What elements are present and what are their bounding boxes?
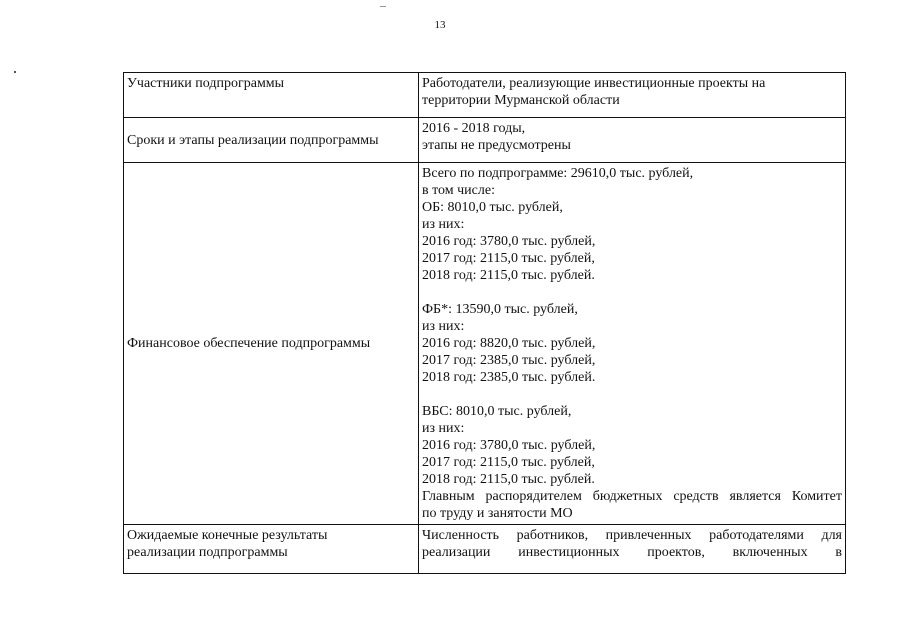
value-line: реализации инвестиционных проектов, включенных в [422,545,842,560]
value-line: Работодатели, реализующие инвестиционные проекты на [422,76,766,91]
row-label [124,118,419,163]
row-label [124,525,419,574]
table-row [124,73,846,118]
spacer [422,284,842,301]
row-label-text: реализации подпрограммы [127,545,288,560]
funding-intro: в том числе: [422,183,495,198]
value-line: Численность работников, привлеченных работодателями для [422,528,842,543]
value-line: территории Мурманской области [422,93,620,108]
table-row [124,163,846,525]
funding-year: 2018 год: 2115,0 тыс. рублей. [422,472,595,487]
funding-year: 2017 год: 2115,0 тыс. рублей, [422,455,595,470]
funding-year: 2016 год: 8820,0 тыс. рублей, [422,336,596,351]
row-value [419,163,846,525]
subprogram-passport-table [123,72,846,574]
budget-manager-note: по труду и занятости МО [422,506,573,521]
row-label-text: Сроки и этапы реализации подпрограммы [127,132,379,148]
funding-year: 2018 год: 2385,0 тыс. рублей. [422,370,596,385]
row-label [124,73,419,118]
table-row [124,118,846,163]
value-line: 2016 - 2018 годы, [422,121,526,136]
spacer [422,386,842,403]
page-number: 13 [434,19,446,31]
funding-source-head: ВБС: 8010,0 тыс. рублей, [422,404,572,419]
scan-artifact [380,6,386,7]
funding-year: 2016 год: 3780,0 тыс. рублей, [422,234,596,249]
table-row [124,525,846,574]
funding-total: Всего по подпрограмме: 29610,0 тыс. рублей, [422,166,694,181]
funding-year: 2018 год: 2115,0 тыс. рублей. [422,268,595,283]
row-value [419,73,846,118]
row-label-text: Участники подпрограммы [127,76,285,91]
value-line: этапы не предусмотрены [422,138,571,153]
funding-year: 2017 год: 2385,0 тыс. рублей, [422,353,596,368]
funding-sub: из них: [422,217,465,232]
funding-source-head: ОБ: 8010,0 тыс. рублей, [422,200,563,215]
scan-artifact [14,71,16,73]
funding-sub: из них: [422,319,465,334]
row-value [419,118,846,163]
row-label-text: Ожидаемые конечные результаты [127,528,328,543]
funding-sub: из них: [422,421,465,436]
funding-source-head: ФБ*: 13590,0 тыс. рублей, [422,302,578,317]
row-label [124,163,419,525]
funding-year: 2017 год: 2115,0 тыс. рублей, [422,251,595,266]
row-value [419,525,846,574]
budget-manager-note: Главным распорядителем бюджетных средств является Комитет [422,489,842,504]
row-label-text: Финансовое обеспечение подпрограммы [127,336,371,351]
funding-year: 2016 год: 3780,0 тыс. рублей, [422,438,596,453]
